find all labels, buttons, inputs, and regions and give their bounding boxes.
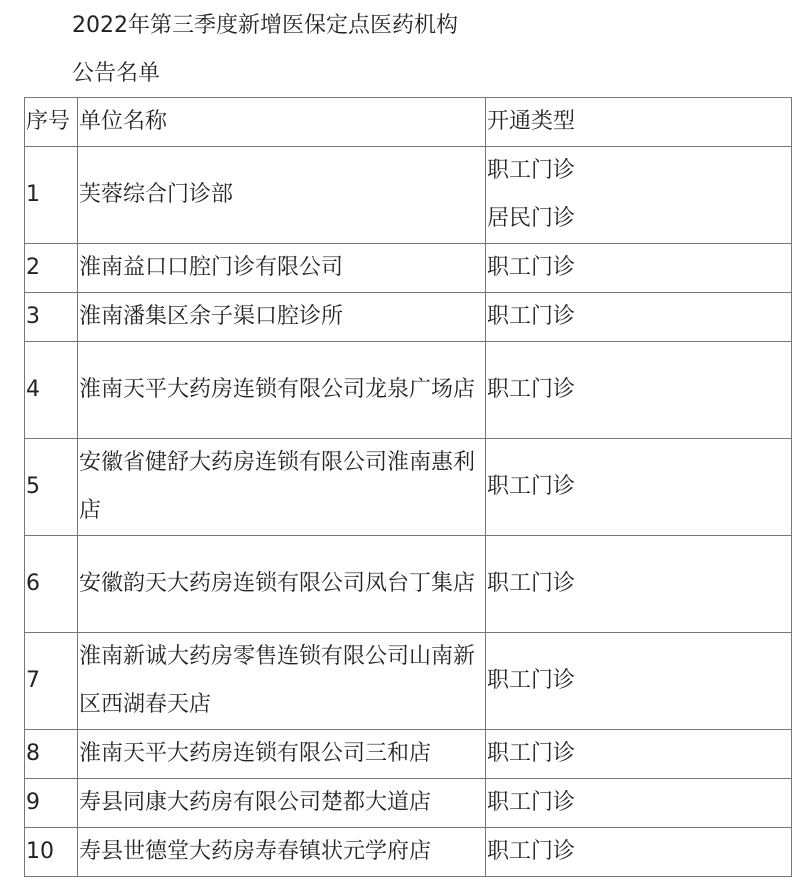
row-unit-name [78,147,486,244]
row-unit-name [78,779,486,828]
type-label: 职工门诊 [487,741,576,766]
row-unit-name [78,828,486,877]
type-label: 职工门诊 [487,790,576,815]
row-type [486,439,792,536]
row-type [486,244,792,293]
row-serial: 1 [25,147,78,244]
type-label: 职工门诊 [487,255,576,280]
row-unit-name [78,342,486,439]
table-row [25,779,792,828]
unit-name-text: 淮南天平大药房连锁有限公司龙泉广场店 [79,377,476,402]
row-type [486,730,792,779]
table-row [25,147,792,244]
row-unit-name [78,293,486,342]
page-subtitle: 公告名单 [72,61,161,86]
header-type: 开通类型 [486,98,792,147]
row-unit-name [78,730,486,779]
row-type [486,342,792,439]
row-type [486,147,792,244]
unit-name-text: 淮南新诚大药房零售连锁有限公司山南新区西湖春天店 [79,644,476,717]
type-label: 职工门诊 [487,571,576,596]
row-serial: 4 [25,342,78,439]
page-title: 2022年第三季度新增医保定点医药机构 [72,13,458,38]
table-row [25,730,792,779]
row-serial: 10 [25,828,78,877]
row-type [486,633,792,730]
table-row [25,536,792,633]
row-type [486,779,792,828]
unit-name-text: 淮南天平大药房连锁有限公司三和店 [79,741,432,766]
type-label: 职工门诊 [487,839,576,864]
row-serial: 5 [25,439,78,536]
unit-name-text: 安徽省健舒大药房连锁有限公司淮南惠利店 [79,450,476,523]
row-serial: 9 [25,779,78,828]
table-row [25,439,792,536]
unit-name-text: 淮南潘集区余子渠口腔诊所 [79,304,344,329]
type-label: 居民门诊 [487,206,576,231]
type-label: 职工门诊 [487,668,576,693]
type-label: 职工门诊 [487,474,576,499]
row-serial: 3 [25,293,78,342]
type-label: 职工门诊 [487,158,576,183]
row-serial: 2 [25,244,78,293]
table-row [25,633,792,730]
row-type [486,293,792,342]
unit-name-text: 安徽韵天大药房连锁有限公司凤台丁集店 [79,571,476,596]
table-row [25,342,792,439]
table-header-row [25,98,792,147]
table-row [25,293,792,342]
row-type [486,536,792,633]
row-unit-name [78,244,486,293]
row-type [486,828,792,877]
row-unit-name [78,439,486,536]
header-unit-name: 单位名称 [78,98,486,147]
row-serial: 7 [25,633,78,730]
table-row [25,828,792,877]
row-unit-name [78,536,486,633]
unit-name-text: 淮南益口口腔门诊有限公司 [79,255,344,280]
type-label: 职工门诊 [487,377,576,402]
institution-table [24,97,792,877]
row-serial: 6 [25,536,78,633]
unit-name-text: 寿县世德堂大药房寿春镇状元学府店 [79,839,432,864]
header-serial: 序号 [25,98,78,147]
row-unit-name [78,633,486,730]
unit-name-text: 寿县同康大药房有限公司楚都大道店 [79,790,432,815]
table-row [25,244,792,293]
type-label: 职工门诊 [487,304,576,329]
row-serial: 8 [25,730,78,779]
unit-name-text: 芙蓉综合门诊部 [79,182,234,207]
